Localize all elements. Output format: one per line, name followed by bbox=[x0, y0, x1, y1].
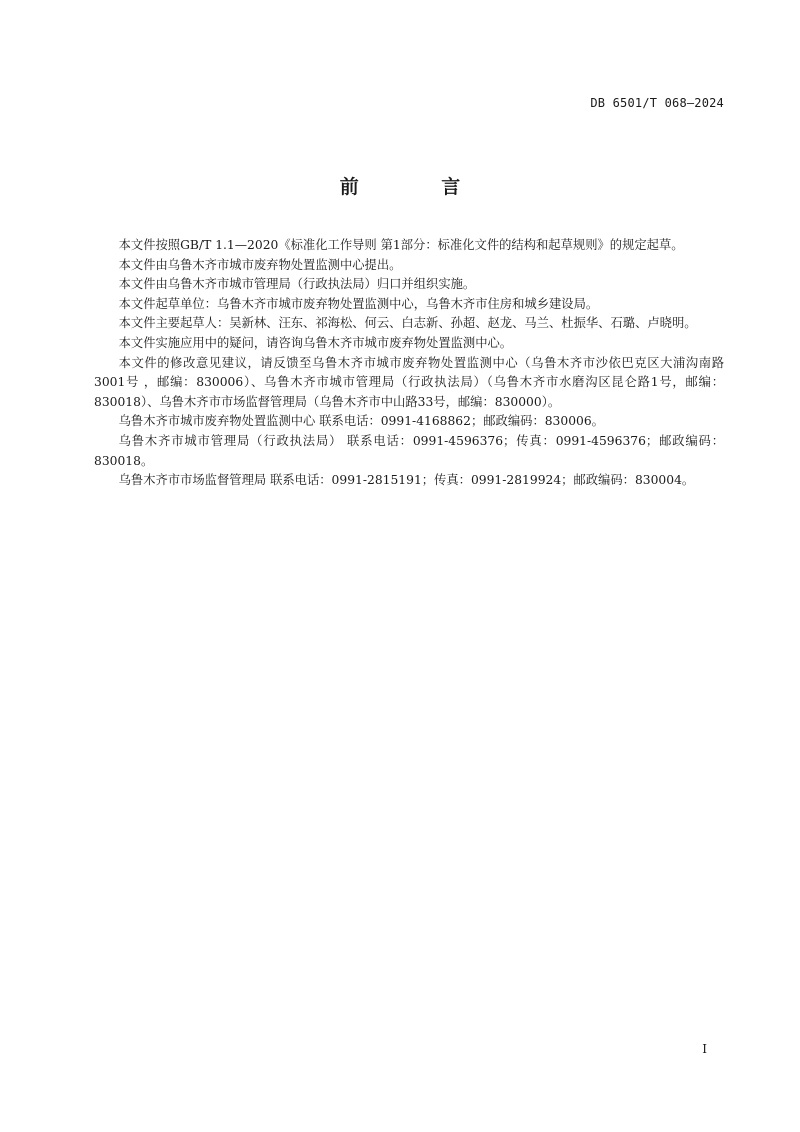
paragraph-administrator: 本文件由乌鲁木齐市城市管理局（行政执法局）归口并组织实施。 bbox=[118, 277, 476, 292]
document-code: DB 6501/T 068—2024 bbox=[590, 96, 724, 110]
paragraph-drafters: 本文件主要起草人：吴新林、汪东、祁海松、何云、白志新、孙超、赵龙、马兰、杜振华、石璐、卢晓明。 bbox=[118, 316, 697, 331]
foreword-body bbox=[94, 236, 724, 491]
contact-urban-management-bureau: 乌鲁木齐市城市管理局（行政执法局） 联系电话：0991-4596376；传真：0991-4596376；邮政编码：830018。 bbox=[94, 433, 724, 468]
paragraph-proposer: 本文件由乌鲁木齐市城市废弃物处置监测中心提出。 bbox=[118, 257, 402, 272]
paragraph-drafting-rules: 本文件按照GB/T 1.1—2020《标准化工作导则 第1部分：标准化文件的结构和起草规则》的规定起草。 bbox=[118, 238, 684, 252]
page-number: I bbox=[702, 1042, 707, 1056]
page-title: 前 言 bbox=[339, 176, 499, 198]
paragraph-drafting-units: 本文件起草单位：乌鲁木齐市城市废弃物处置监测中心，乌鲁木齐市住房和城乡建设局。 bbox=[118, 296, 599, 311]
contact-market-supervision-bureau: 乌鲁木齐市市场监督管理局 联系电话：0991-2815191；传真：0991-2819924；邮政编码：830004。 bbox=[118, 473, 695, 488]
paragraph-feedback: 本文件的修改意见建议，请反馈至乌鲁木齐市城市废弃物处置监测中心（乌鲁木齐市沙依巴克区大浦沟南路3001号 ，邮编：830006）、乌鲁木齐市城市管理局（行政执法局）（乌鲁木齐市水磨沟区昆仑路1号，邮编：830018）、乌鲁木齐市市场监督管理局（乌鲁木齐市中山路33号，邮编：830000）。 bbox=[94, 355, 724, 409]
contact-monitoring-center: 乌鲁木齐市城市废弃物处置监测中心 联系电话：0991-4168862；邮政编码：830006。 bbox=[118, 414, 604, 429]
paragraph-inquiries: 本文件实施应用中的疑问，请咨询乌鲁木齐市城市废弃物处置监测中心。 bbox=[118, 335, 513, 350]
